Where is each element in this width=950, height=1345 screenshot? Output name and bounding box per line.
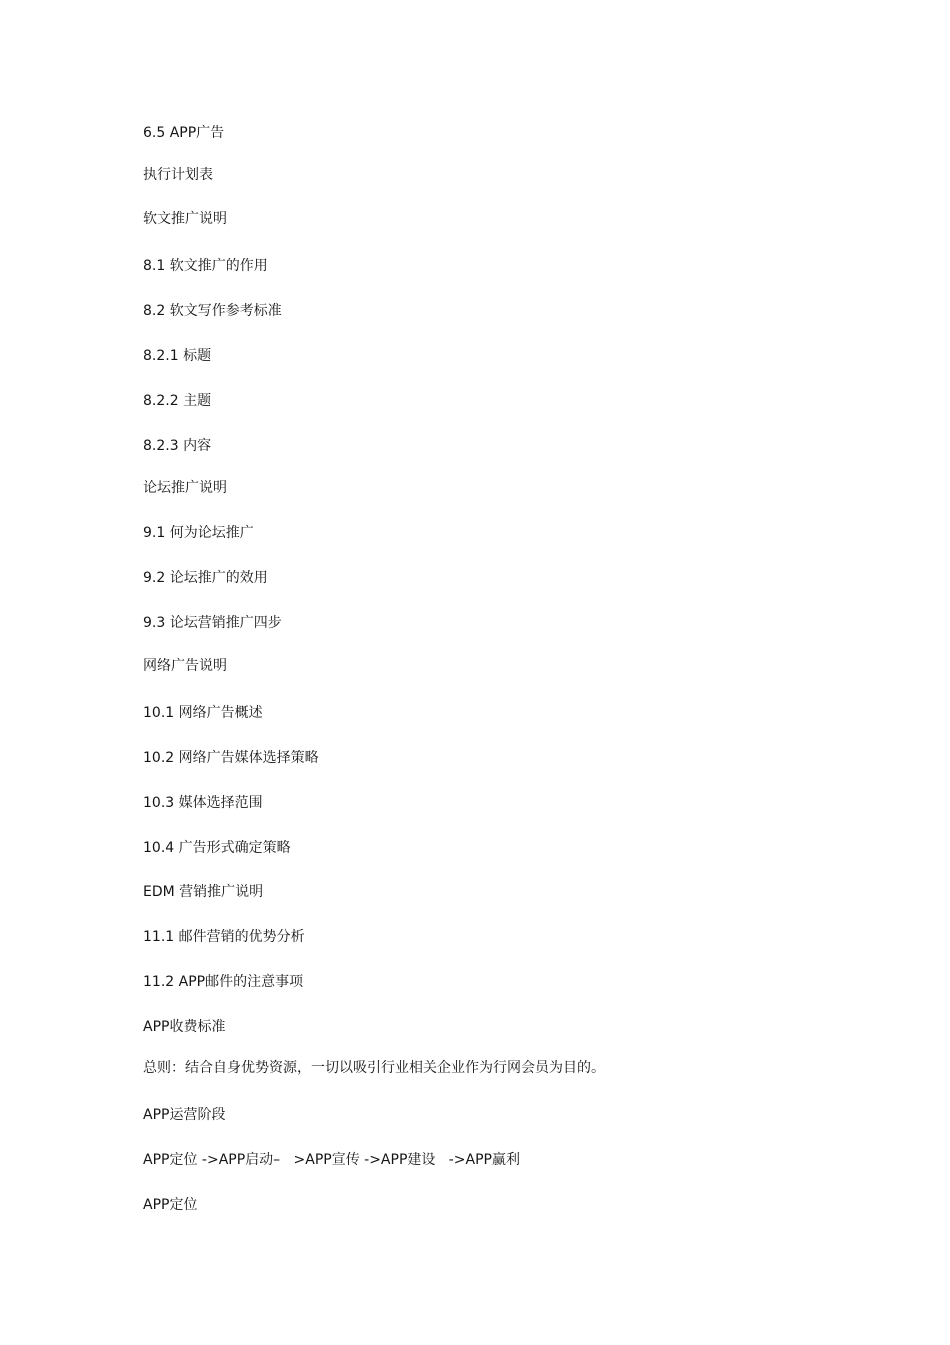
- toc-line-6-5: 6.5 APP广告: [143, 125, 225, 141]
- toc-line-10-2: 10.2 网络广告媒体选择策略: [143, 750, 319, 766]
- section-heading-positioning: APP定位: [143, 1197, 198, 1213]
- general-principle-paragraph: 总则：结合自身优势资源，一切以吸引行业相关企业作为行网会员为目的。: [143, 1060, 605, 1076]
- toc-line-10-4: 10.4 广告形式确定策略: [143, 840, 291, 856]
- section-heading-online-ads: 网络广告说明: [143, 658, 227, 674]
- toc-line-11-2: 11.2 APP邮件的注意事项: [143, 974, 304, 990]
- toc-line-8-2: 8.2 软文写作参考标准: [143, 303, 282, 319]
- toc-line-8-2-2: 8.2.2 主题: [143, 393, 212, 409]
- toc-line-8-1: 8.1 软文推广的作用: [143, 258, 268, 274]
- toc-line-9-3: 9.3 论坛营销推广四步: [143, 615, 282, 631]
- operation-stage-flow: APP定位 ->APP启动– >APP宣传 ->APP建设 ->APP赢利: [143, 1152, 520, 1168]
- toc-line-8-2-3: 8.2.3 内容: [143, 438, 212, 454]
- toc-line-9-1: 9.1 何为论坛推广: [143, 525, 254, 541]
- section-heading-edm: EDM 营销推广说明: [143, 884, 264, 900]
- section-heading-fees: APP收费标准: [143, 1019, 226, 1035]
- toc-line-10-1: 10.1 网络广告概述: [143, 705, 263, 721]
- toc-line-8-2-1: 8.2.1 标题: [143, 348, 212, 364]
- toc-line-11-1: 11.1 邮件营销的优势分析: [143, 929, 305, 945]
- section-heading-softtext: 软文推广说明: [143, 211, 227, 227]
- section-heading-execution-plan: 执行计划表: [143, 167, 213, 183]
- toc-line-9-2: 9.2 论坛推广的效用: [143, 570, 268, 586]
- section-heading-forum: 论坛推广说明: [143, 480, 227, 496]
- toc-line-10-3: 10.3 媒体选择范围: [143, 795, 263, 811]
- section-heading-operation-stages: APP运营阶段: [143, 1107, 226, 1123]
